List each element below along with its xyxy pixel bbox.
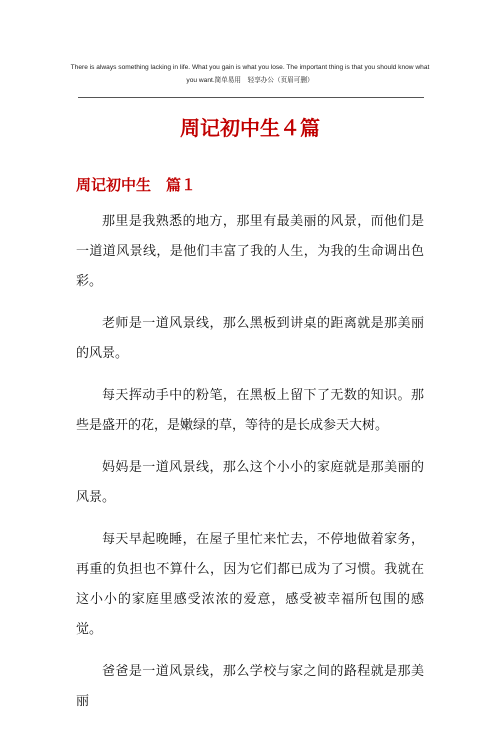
header-divider [78,97,424,98]
paragraph: 爸爸是一道风景线，那么学校与家之间的路程就是那美丽 [76,664,424,709]
document-body [76,207,424,729]
paragraph: 每天早起晚睡，在屋子里忙来忙去，不停地做着家务，再重的负担也不算什么，因为它们都已成为了习惯。我就在这小小的家庭里感受浓浓的爱意，感受被幸福所包围的感觉。 [76,532,424,637]
paragraph: 每天挥动手中的粉笔，在黑板上留下了无数的知识。那些是盛开的花，是嫩绿的草，等待的是长成参天大树。 [76,388,424,433]
document-title: 周记初中生４篇 [180,116,320,140]
section-heading: 周记初中生 篇１ [76,176,197,194]
paragraph: 妈妈是一道风景线，那么这个小小的家庭就是那美丽的风景。 [76,460,424,505]
paragraph: 老师是一道风景线，那么黑板到讲桌的距离就是那美丽的风景。 [76,316,424,361]
paragraph: 那里是我熟悉的地方，那里有最美丽的风景，而他们是一道道风景线，是他们丰富了我的人生，为我的生命调出色彩。 [76,214,424,289]
page-header-note: There is always something lacking in life. What you gain is what you lose. The important thing is that you should know what you want.简单易用 轻享办公（页眉可删） [70,64,430,84]
